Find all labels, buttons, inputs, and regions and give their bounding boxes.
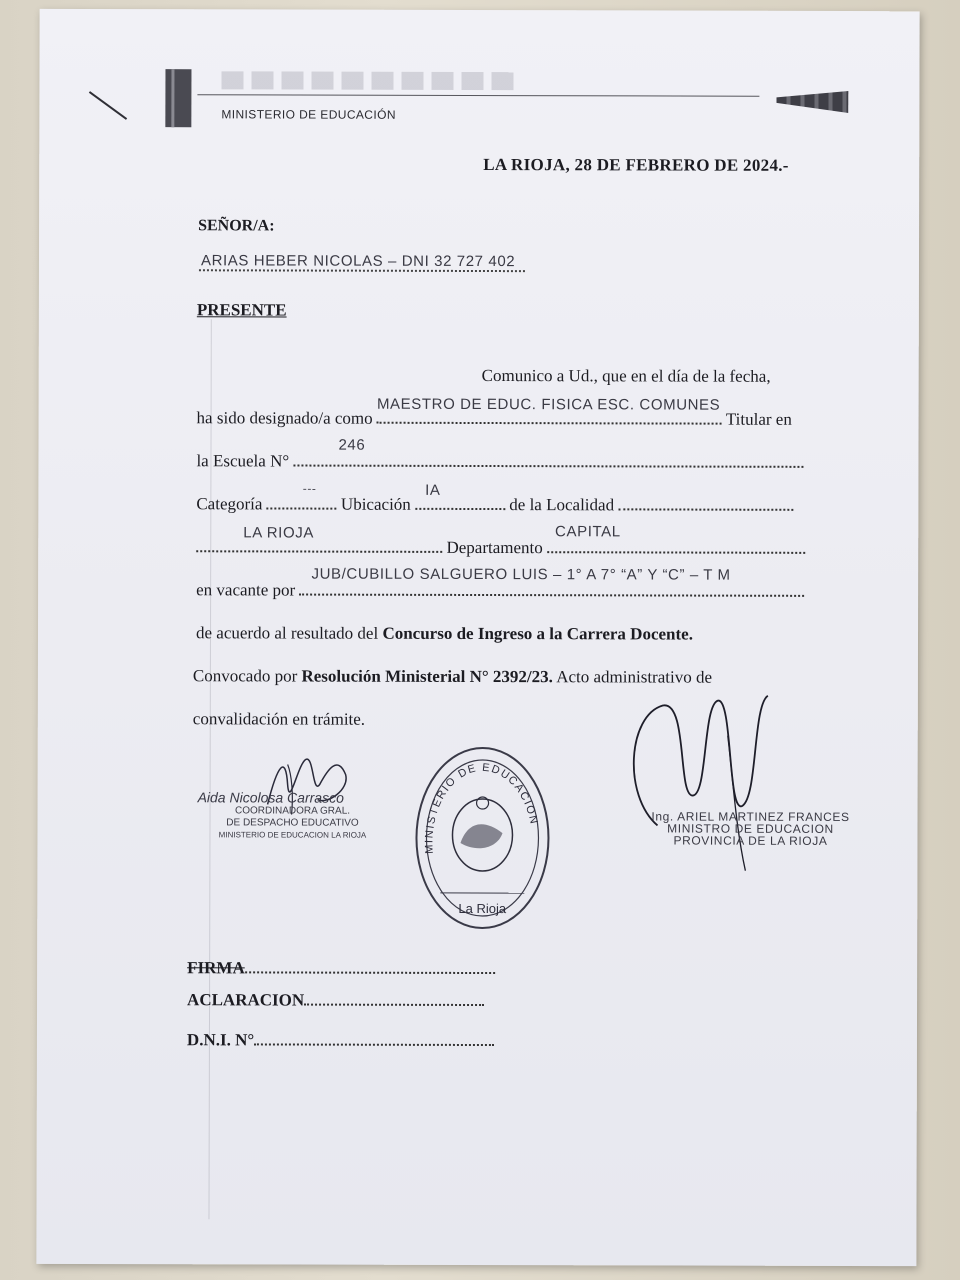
firma-label: FIRMA [187, 958, 245, 978]
body-line-9: convalidación en trámite. [192, 709, 366, 729]
official-seal [412, 743, 552, 933]
document-page [36, 9, 919, 1266]
departamento-field [547, 523, 805, 554]
resolucion-text: Resolución Ministerial N° 2392/23. [301, 666, 553, 687]
categoria-field [267, 481, 337, 509]
cargo-field [376, 395, 722, 425]
body-line-7 [196, 623, 693, 644]
firma-line [187, 958, 495, 979]
categoria-label: Categoría [196, 494, 263, 514]
right-signer-role-2: PROVINCIA DE LA RIOJA [673, 833, 828, 848]
letterhead-faded-text [221, 71, 521, 90]
localidad-field [196, 524, 442, 553]
aclaracion-label: ACLARACION [187, 990, 305, 1010]
recipient: ARIAS HEBER NICOLAS – DNI 32 727 402 [200, 252, 516, 271]
ubicacion-field [415, 481, 505, 510]
designado-label: ha sido designado/a como [196, 408, 373, 428]
left-signer-role-2: DE DESPACHO EDUCATIVO [226, 817, 359, 829]
aclaracion-line [187, 990, 484, 1011]
body-line-4 [196, 481, 793, 516]
escuela-number: 246 [338, 436, 366, 454]
categoria-value: --- [302, 481, 317, 496]
right-signer-role-1: MINISTRO DE EDUCACION [667, 821, 834, 836]
body-line-6 [196, 565, 804, 602]
ubicacion-value: IA [425, 481, 441, 499]
right-signer-name: Ing. ARIEL MARTINEZ FRANCES [651, 809, 850, 824]
recipient-dotted-line [199, 269, 525, 272]
document-date: LA RIOJA, 28 DE FEBRERO DE 2024.- [483, 155, 789, 175]
acuerdo-text: de acuerdo al resultado del [195, 623, 379, 643]
localidad-dots [618, 494, 793, 510]
convocado-text: Convocado por [192, 666, 298, 686]
dni-label: D.N.I. N° [186, 1030, 255, 1050]
vacante-field [299, 565, 804, 597]
right-signature-block [645, 810, 855, 847]
body-line-2 [196, 395, 822, 430]
body-line-3 [196, 436, 803, 473]
letterhead-emblem [165, 69, 191, 127]
dni-line [187, 1030, 494, 1051]
acto-text: Acto administrativo de [556, 667, 713, 687]
departamento-label: Departamento [446, 537, 543, 558]
pen-mark [89, 91, 127, 120]
presente-heading: PRESENTE [196, 300, 287, 320]
letterhead-rule [197, 94, 759, 96]
seal-bottom-text: La Rioja [458, 900, 507, 917]
concurso-text: Concurso de Ingreso a la Carrera Docente. [382, 623, 694, 644]
left-signer-role-3: MINISTERIO DE EDUCACION LA RIOJA [218, 830, 367, 840]
firma-dots [245, 959, 495, 974]
localidad-label: de la Localidad [509, 495, 615, 515]
localidad-value: LA RIOJA [243, 524, 314, 542]
body-line-5 [196, 523, 805, 559]
letterhead-corner-mark [776, 91, 848, 113]
salutation: SEÑOR/A: [198, 217, 275, 235]
seal-arc-text: MINISTERIO DE EDUCACION [423, 761, 540, 855]
ministry-name: MINISTERIO DE EDUCACIÓN [221, 107, 396, 122]
escuela-label: la Escuela N° [196, 451, 290, 471]
left-signer-role-1: COORDINADORA GRAL. [235, 805, 351, 817]
left-signature-block [197, 789, 387, 841]
body-line-1: Comunico a Ud., que en el día de la fecha, [481, 366, 771, 386]
ubicacion-label: Ubicación [340, 494, 411, 514]
escuela-field [293, 436, 803, 468]
titular-label: Titular en [725, 409, 792, 429]
vacante-value: JUB/CUBILLO SALGUERO LUIS – 1° A 7° “A” Y “C” – T M [311, 565, 731, 584]
left-signer-name: Aida Nicolosa Carrasco [197, 789, 344, 806]
vacante-label: en vacante por [196, 580, 296, 600]
aclaracion-dots [304, 992, 484, 1006]
departamento-value: CAPITAL [555, 523, 621, 541]
dni-dots [254, 1031, 494, 1046]
cargo-value: MAESTRO DE EDUC. FISICA ESC. COMUNES [376, 395, 721, 414]
